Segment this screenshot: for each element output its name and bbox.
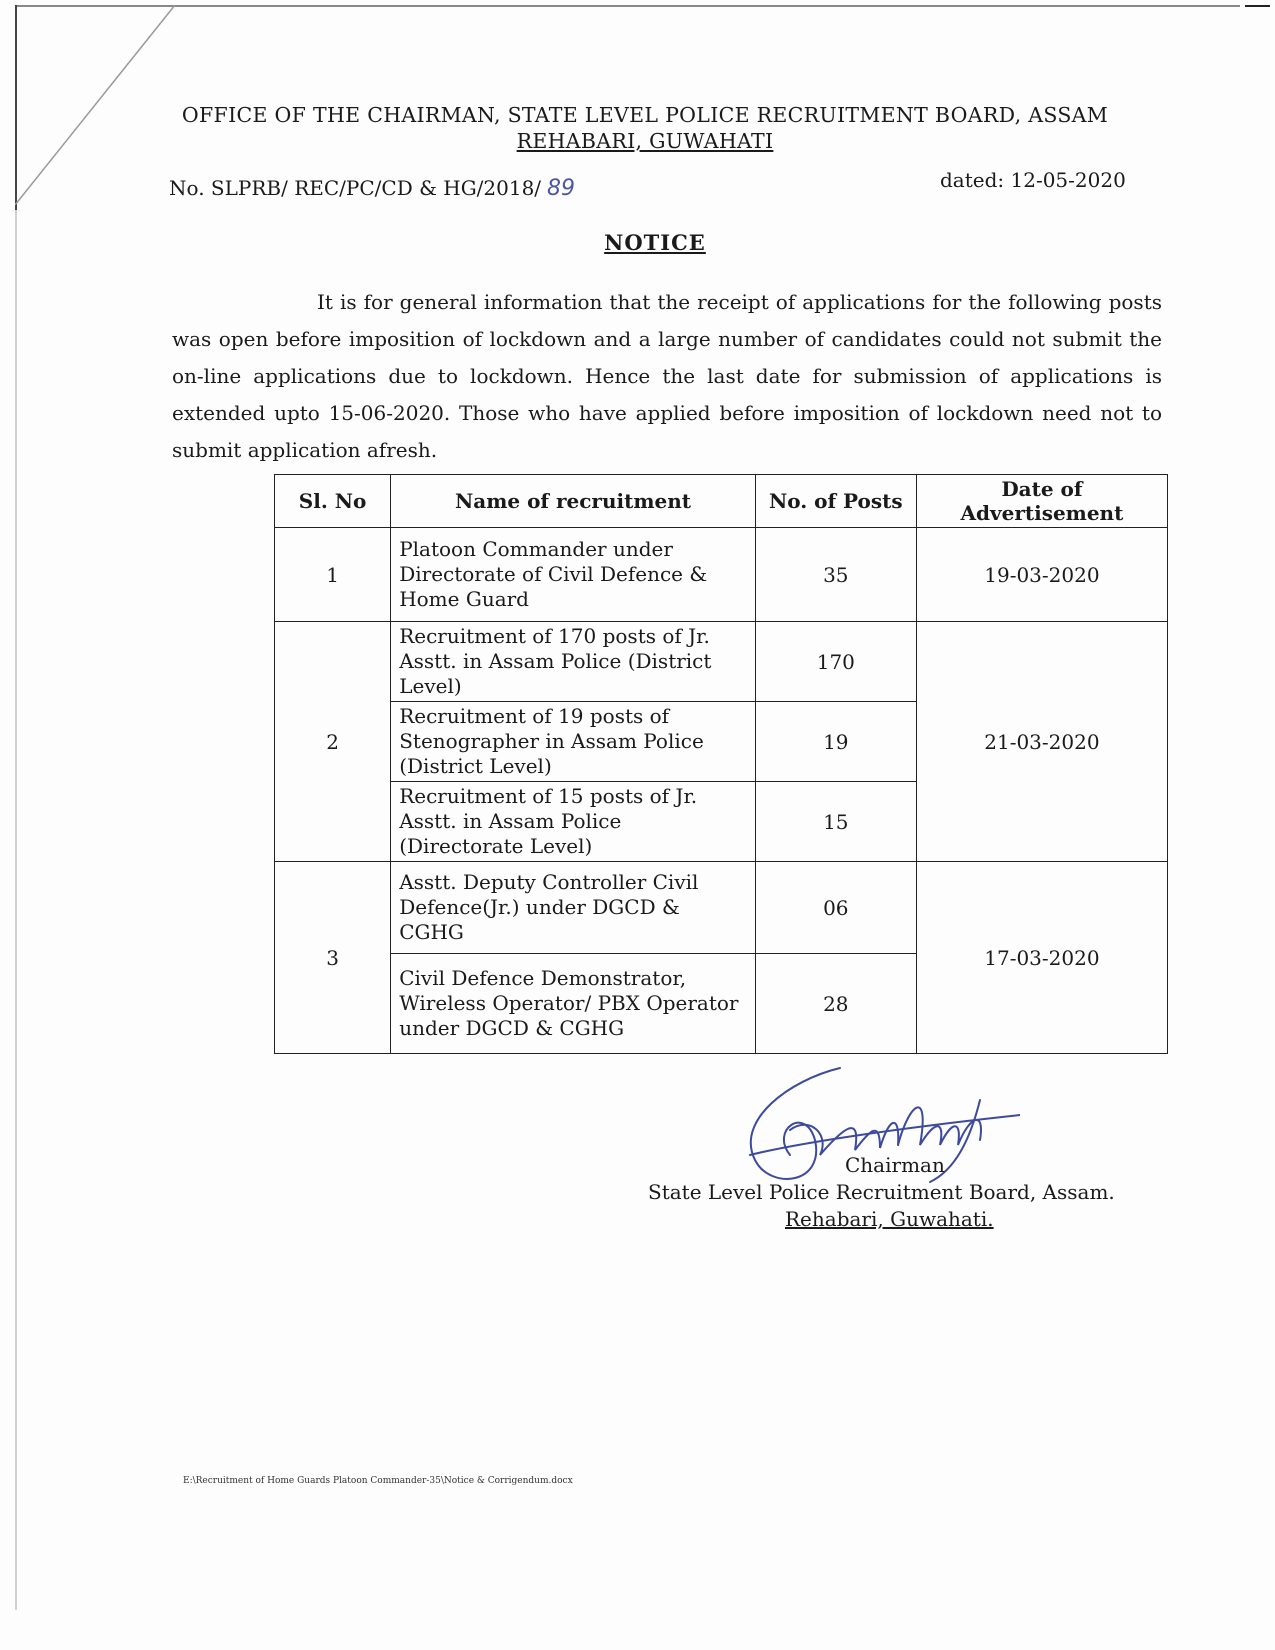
posts-cell: 06 bbox=[755, 862, 916, 954]
posts-cell: 19 bbox=[755, 702, 916, 782]
reference-number bbox=[169, 176, 575, 201]
reference-number-text: No. SLPRB/ REC/PC/CD & HG/2018/ bbox=[169, 176, 542, 200]
advertisement-date-cell: 21-03-2020 bbox=[916, 622, 1167, 862]
recruitment-name-cell: Recruitment of 170 posts of Jr. Asstt. in Assam Police (District Level) bbox=[391, 622, 756, 702]
recruitment-name-cell: Asstt. Deputy Controller Civil Defence(Jr.) under DGCD & CGHG bbox=[391, 862, 756, 954]
recruitment-name-cell: Civil Defence Demonstrator, Wireless Operator/ PBX Operator under DGCD & CGHG bbox=[391, 954, 756, 1054]
recruitment-name-cell: Recruitment of 15 posts of Jr. Asstt. in Assam Police (Directorate Level) bbox=[391, 782, 756, 862]
header-sl-no: Sl. No bbox=[275, 475, 391, 528]
file-path-footer: E:\Recruitment of Home Guards Platoon Commander-35\Notice & Corrigendum.docx bbox=[183, 1476, 573, 1486]
posts-cell: 35 bbox=[755, 528, 916, 622]
recruitment-name-cell: Platoon Commander under Directorate of Civil Defence & Home Guard bbox=[391, 528, 756, 622]
posts-cell: 170 bbox=[755, 622, 916, 702]
sl-no-cell: 3 bbox=[275, 862, 391, 1054]
sl-no-cell: 1 bbox=[275, 528, 391, 622]
recruitment-table bbox=[274, 474, 1168, 1054]
notice-body: It is for general information that the receipt of applications for the following posts was open before imposition of lockdown and a large number of candidates could not submit the on-line applications due to lockdown. Hence the last date for submission of applications is extended upto 15-06-2020. Those who have applied before imposition of lockdown need not to submit application afresh. bbox=[172, 290, 1162, 462]
sl-no-cell: 2 bbox=[275, 622, 391, 862]
header-date-of-advertisement: Date of Advertisement bbox=[916, 475, 1167, 528]
signatory-title: Chairman bbox=[845, 1153, 945, 1177]
table-row bbox=[275, 862, 1168, 954]
table-row bbox=[275, 528, 1168, 622]
header-no-of-posts: No. of Posts bbox=[755, 475, 916, 528]
signatory-place: Rehabari, Guwahati. bbox=[785, 1207, 994, 1231]
header-name-of-recruitment: Name of recruitment bbox=[391, 475, 756, 528]
table-header-row bbox=[275, 475, 1168, 528]
office-header-line2: REHABARI, GUWAHATI bbox=[516, 129, 774, 153]
posts-cell: 15 bbox=[755, 782, 916, 862]
notice-title: NOTICE bbox=[604, 230, 706, 255]
office-header-line1: OFFICE OF THE CHAIRMAN, STATE LEVEL POLICE RECRUITMENT BOARD, ASSAM bbox=[181, 103, 1109, 127]
handwritten-reference-number: 89 bbox=[547, 176, 576, 201]
posts-cell: 28 bbox=[755, 954, 916, 1054]
scan-edge-left-faint bbox=[15, 210, 17, 1610]
office-header bbox=[140, 103, 1150, 153]
scan-edge-top bbox=[15, 5, 1240, 7]
table-row bbox=[275, 622, 1168, 702]
notice-date: dated: 12-05-2020 bbox=[940, 168, 1126, 192]
scan-edge-right-mark bbox=[1245, 5, 1270, 7]
recruitment-name-cell: Recruitment of 19 posts of Stenographer in Assam Police (District Level) bbox=[391, 702, 756, 782]
signatory-organization: State Level Police Recruitment Board, Assam. bbox=[648, 1180, 1115, 1204]
advertisement-date-cell: 19-03-2020 bbox=[916, 528, 1167, 622]
advertisement-date-cell: 17-03-2020 bbox=[916, 862, 1167, 1054]
